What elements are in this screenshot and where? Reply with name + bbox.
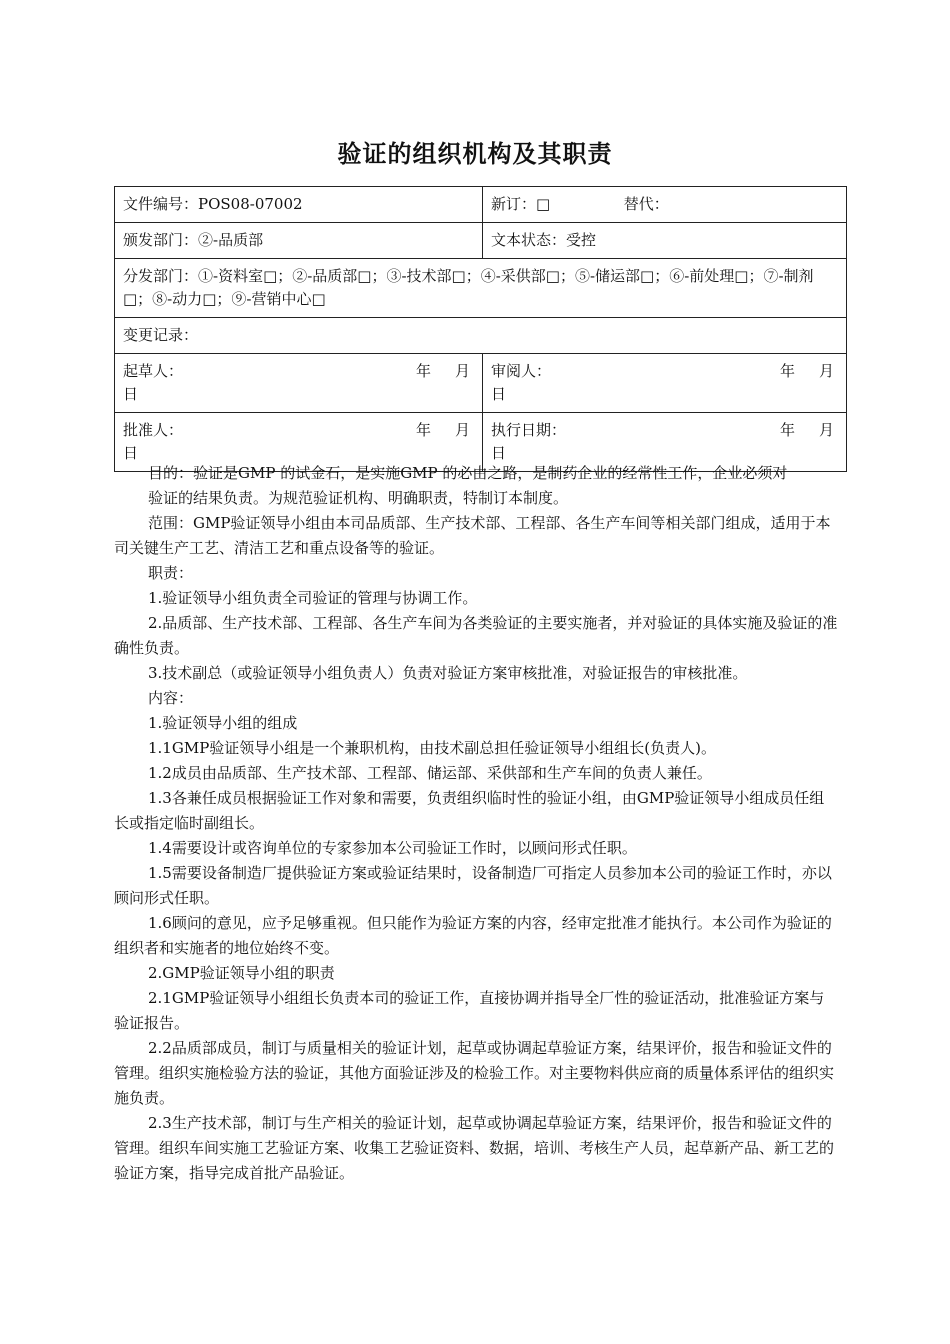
year-label: 年	[779, 362, 795, 380]
paragraph-content-heading: 内容：	[148, 689, 194, 707]
paragraph-section-1: 1.验证领导小组的组成	[148, 714, 298, 732]
day-label: 日	[123, 385, 139, 403]
revision-cell	[483, 187, 847, 223]
paragraph-duty-2: 2.品质部、生产技术部、工程部、各生产车间为各类验证的主要实施者，并对验证的具体实施及验证的准确性负责。	[114, 614, 838, 657]
approver-label: 批准人：	[123, 421, 184, 439]
paragraph-2-1: 2.1GMP验证领导小组组长负责本司的验证工作，直接协调并指导全厂性的验证活动，批准验证方案与验证报告。	[114, 989, 825, 1032]
day-label: 日	[491, 385, 507, 403]
paragraph-duties-heading: 职责：	[148, 564, 194, 582]
table-row	[115, 187, 847, 223]
paragraph-1-2: 1.2成员由品质部、生产技术部、工程部、储运部、采供部和生产车间的负责人兼任。	[148, 764, 712, 782]
paragraph-1-5: 1.5需要设备制造厂提供验证方案或验证结果时，设备制造厂可指定人员参加本公司的验证工作时，亦以顾问形式任职。	[114, 864, 832, 907]
issuer-cell: 颁发部门：②-品质部	[115, 223, 483, 259]
page-title: 验证的组织机构及其职责	[337, 140, 613, 168]
reviewer-label: 审阅人：	[491, 362, 552, 380]
table-row	[115, 223, 847, 259]
table-row	[115, 259, 847, 318]
day-label: 日	[123, 444, 139, 462]
drafter-label: 起草人：	[123, 362, 184, 380]
paragraph-2-2: 2.2品质部成员，制订与质量相关的验证计划，起草或协调起草验证方案，结果评价，报告和验证文件的管理。组织实施检验方法的验证，其他方面验证涉及的检验工作。对主要物料供应商的质量体系评估的组织实施负责。	[114, 1039, 835, 1107]
month-label: 月	[454, 421, 470, 439]
status-cell: 文本状态：受控	[483, 223, 847, 259]
distribution-cell: 分发部门：①-资料室□；②-品质部□；③-技术部□；④-采供部□；⑤-储运部□；⑥-前处理□；⑦-制剂□；⑧-动力□；⑨-营销中心□	[115, 259, 847, 318]
paragraph-purpose: 目的：验证是GMP 的试金石，是实施GMP 的必由之路，是制药企业的经常性工作，企业必须对	[148, 464, 788, 482]
paragraph-section-2: 2.GMP验证领导小组的职责	[148, 964, 335, 982]
document-info-table	[114, 186, 847, 472]
paragraph-1-4: 1.4需要设计或咨询单位的专家参加本公司验证工作时，以顾问形式任职。	[148, 839, 637, 857]
year-label: 年	[415, 362, 431, 380]
paragraph-duty-1: 1.验证领导小组负责全司验证的管理与协调工作。	[148, 589, 478, 607]
month-label: 月	[818, 421, 834, 439]
year-label: 年	[415, 421, 431, 439]
change-record-cell: 变更记录：	[115, 318, 847, 354]
paragraph-2-3: 2.3生产技术部，制订与生产相关的验证计划，起草或协调起草验证方案，结果评价，报告和验证文件的管理。组织车间实施工艺验证方案、收集工艺验证资料、数据，培训、考核生产人员，起草新产品、新工艺的验证方案，指导完成首批产品验证。	[114, 1114, 835, 1182]
paragraph-scope: 范围：GMP验证领导小组由本司品质部、生产技术部、工程部、各生产车间等相关部门组成，适用于本司关键生产工艺、清洁工艺和重点设备等的验证。	[114, 514, 831, 557]
paragraph-1-6: 1.6顾问的意见，应予足够重视。但只能作为验证方案的内容，经审定批准才能执行。本公司作为验证的组织者和实施者的地位始终不变。	[114, 914, 832, 957]
paragraph-1-1: 1.1GMP验证领导小组是一个兼职机构，由技术副总担任验证领导小组组长(负责人)。	[148, 739, 716, 757]
paragraph-purpose-cont: 验证的结果负责。为规范验证机构、明确职责，特制订本制度。	[148, 489, 569, 507]
day-label: 日	[491, 444, 507, 462]
month-label: 月	[818, 362, 834, 380]
drafter-cell	[115, 354, 483, 413]
document-body	[114, 461, 838, 1186]
paragraph-1-3: 1.3各兼任成员根据验证工作对象和需要，负责组织临时性的验证小组，由GMP验证领导小组成员任组长或指定临时副组长。	[114, 789, 825, 832]
doc-number-cell: 文件编号：POS08-07002	[115, 187, 483, 223]
year-label: 年	[779, 421, 795, 439]
reviewer-cell	[483, 354, 847, 413]
table-row	[115, 318, 847, 354]
exec-date-label: 执行日期：	[491, 421, 567, 439]
replace-label: 替代：	[623, 195, 669, 213]
new-rev-label: 新订：□	[491, 195, 551, 213]
month-label: 月	[454, 362, 470, 380]
table-row	[115, 354, 847, 413]
paragraph-duty-3: 3.技术副总（或验证领导小组负责人）负责对验证方案审核批准，对验证报告的审核批准。	[148, 664, 748, 682]
